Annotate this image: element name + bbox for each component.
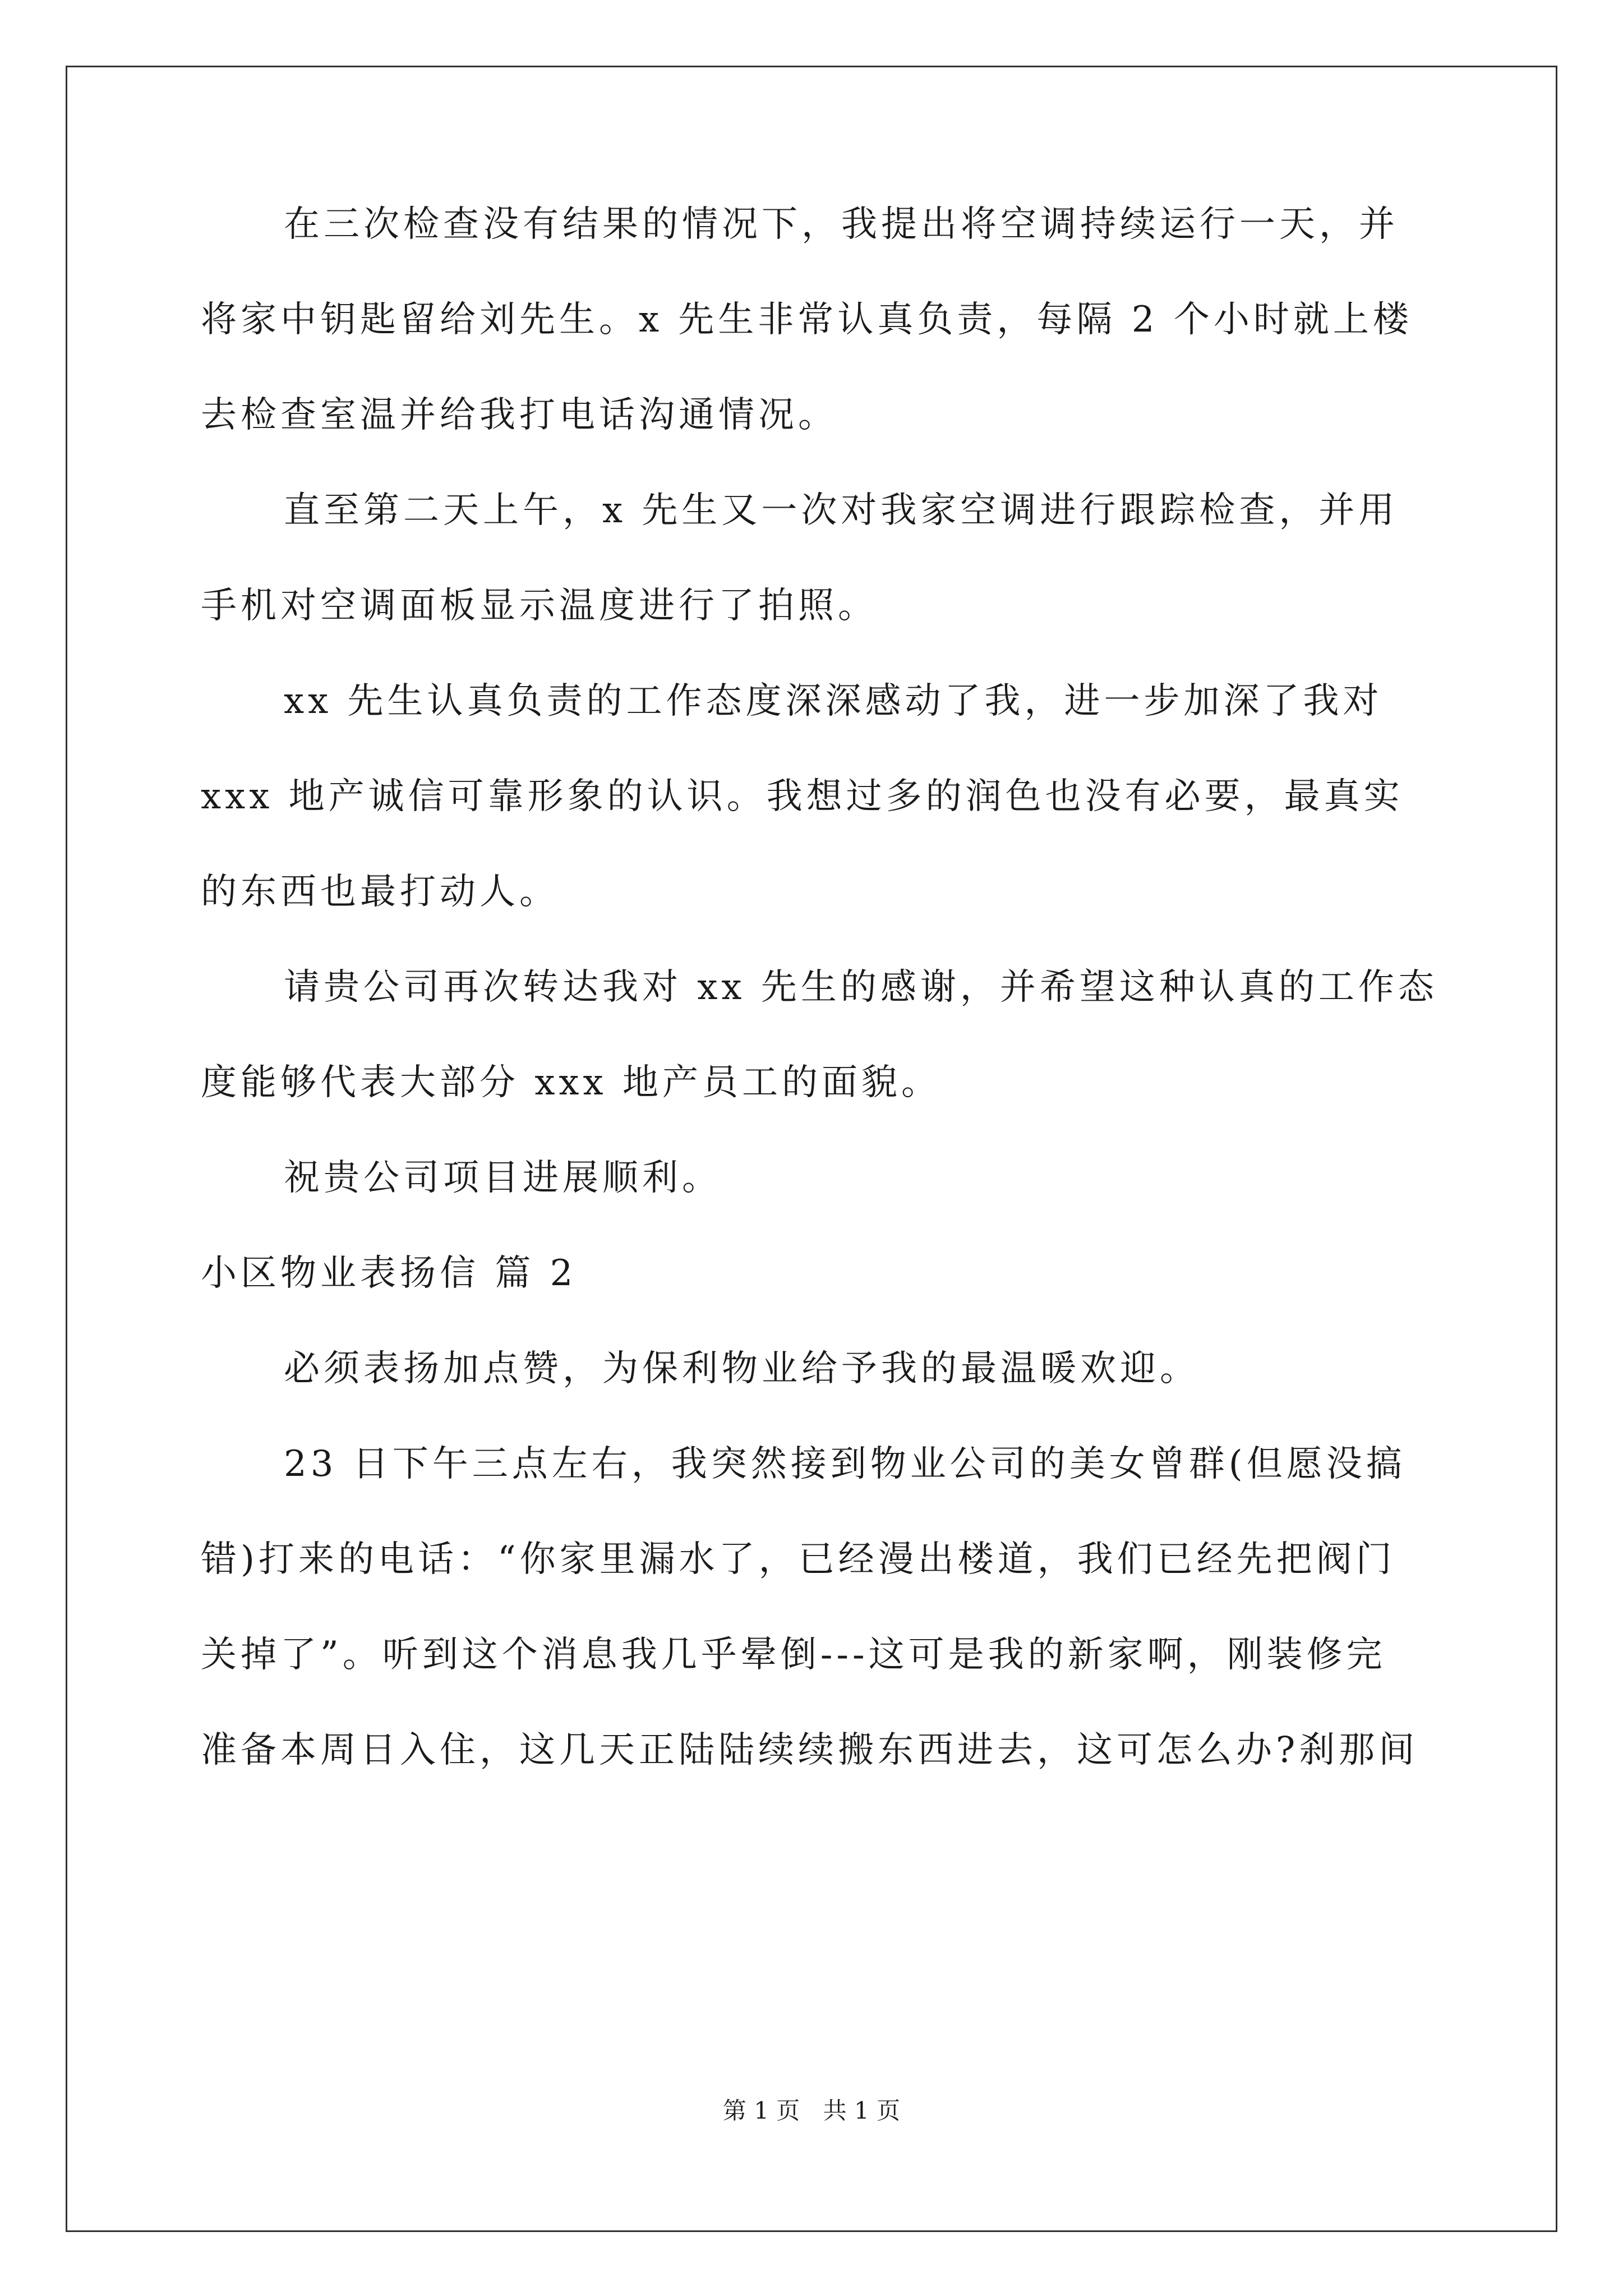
- paragraph-line: 在三次检查没有结果的情况下，我提出将空调持续运行一天，并: [284, 204, 1399, 245]
- page-total: 共 1 页: [823, 2097, 901, 2124]
- paragraph-line: 将家中钥匙留给刘先生。x 先生非常认真负责，每隔 2 个小时就上楼: [201, 299, 1413, 341]
- page-footer: [0, 2092, 1623, 2126]
- paragraph-line: xx 先生认真负责的工作态度深深感动了我，进一步加深了我对: [284, 680, 1383, 722]
- paragraph-line: 手机对空调面板显示温度进行了拍照。: [201, 585, 878, 627]
- paragraph-line: 祝贵公司项目进展顺利。: [284, 1157, 722, 1199]
- paragraph-line: 度能够代表大部分 xxx 地产员工的面貌。: [201, 1062, 941, 1103]
- section-heading: 小区物业表扬信 篇 2: [201, 1253, 577, 1294]
- paragraph-line: 必须表扬加点赞，为保利物业给予我的最温暖欢迎。: [284, 1348, 1200, 1389]
- paragraph-line: 请贵公司再次转达我对 xx 先生的感谢，并希望这种认真的工作态: [284, 967, 1438, 1008]
- paragraph-line: 直至第二天上午，x 先生又一次对我家空调进行跟踪检查，并用: [284, 490, 1399, 531]
- paragraph-line: 错)打来的电话：“你家里漏水了，已经漫出楼道，我们已经先把阀门: [201, 1539, 1396, 1580]
- paragraph-line: 去检查室温并给我打电话沟通情况。: [201, 394, 838, 436]
- page-number: 第 1 页: [722, 2097, 800, 2124]
- paragraph-line: 的东西也最打动人。: [201, 871, 559, 913]
- paragraph-line: xxx 地产诚信可靠形象的认识。我想过多的润色也没有必要，最真实: [201, 776, 1404, 817]
- paragraph-line: 关掉了”。听到这个消息我几乎晕倒---这可是我的新家啊，刚装修完: [201, 1634, 1386, 1676]
- page-border: [66, 66, 1557, 2232]
- paragraph-line: 23 日下午三点左右，我突然接到物业公司的美女曾群(但愿没搞: [284, 1443, 1406, 1485]
- paragraph-line: 准备本周日入住，这几天正陆陆续续搬东西进去，这可怎么办?刹那间: [201, 1729, 1419, 1771]
